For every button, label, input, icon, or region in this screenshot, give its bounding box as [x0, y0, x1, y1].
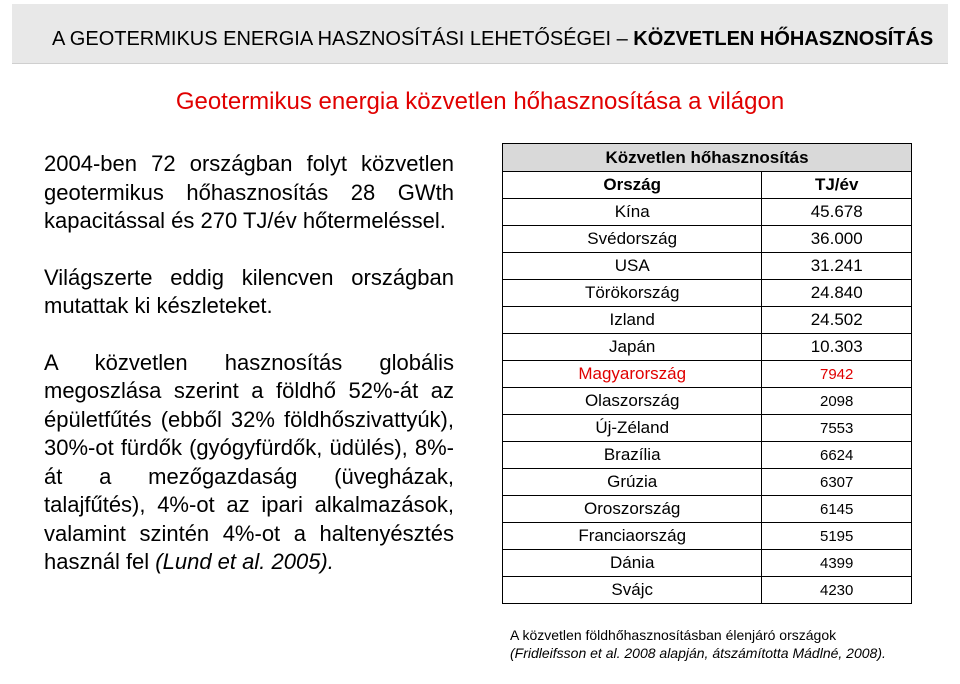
country-cell: Svédország	[503, 226, 762, 253]
country-cell: Izland	[503, 307, 762, 334]
table-row	[503, 334, 912, 361]
body-text	[44, 150, 454, 577]
value-cell: 10.303	[762, 334, 912, 361]
table-row	[503, 442, 912, 469]
country-cell: USA	[503, 253, 762, 280]
citation: (Lund et al. 2005).	[155, 549, 334, 574]
caption-source: (Fridleifsson et al. 2008 alapján, átszámította Mádlné, 2008).	[510, 645, 886, 661]
table-row	[503, 577, 912, 604]
value-cell: 4399	[762, 550, 912, 577]
value-cell: 24.840	[762, 280, 912, 307]
value-cell: 6307	[762, 469, 912, 496]
value-cell: 31.241	[762, 253, 912, 280]
paragraph-distribution	[44, 349, 454, 577]
value-cell: 6624	[762, 442, 912, 469]
table-row	[503, 550, 912, 577]
table-row	[503, 496, 912, 523]
table-row	[503, 307, 912, 334]
table-row	[503, 199, 912, 226]
table-caption	[510, 626, 910, 662]
country-cell: Japán	[503, 334, 762, 361]
slide-header	[12, 4, 948, 64]
value-cell: 36.000	[762, 226, 912, 253]
paragraph-distribution-text: A közvetlen hasznosítás globális megoszlása szerint a földhő 52%-át az épületfűtés (ebből 32% földhőszivattyúk), 30%-ot fürdők (gyógyfürdők, üdülés), 8%-át a mezőgazdaság (üvegházak, talajfűtés), 4%-ot az ipari alkalmazások, valamint szintén 4%-ot a haltenyésztés használ fel	[44, 349, 454, 574]
country-cell: Brazília	[503, 442, 762, 469]
table-row	[503, 280, 912, 307]
column-header-country: Ország	[503, 172, 762, 199]
table-row	[503, 253, 912, 280]
table-row	[503, 469, 912, 496]
slide-title	[52, 28, 933, 51]
value-cell: 2098	[762, 388, 912, 415]
value-cell: 45.678	[762, 199, 912, 226]
table-row	[503, 415, 912, 442]
caption-line: A közvetlen földhőhasznosításban élenjáró országok	[510, 627, 837, 643]
slide-title-normal: A GEOTERMIKUS ENERGIA HASZNOSÍTÁSI LEHETŐSÉGEI –	[52, 28, 634, 50]
country-cell: Törökország	[503, 280, 762, 307]
table-row	[503, 388, 912, 415]
value-cell: 5195	[762, 523, 912, 550]
country-cell: Grúzia	[503, 469, 762, 496]
value-cell: 7553	[762, 415, 912, 442]
country-cell: Svájc	[503, 577, 762, 604]
value-cell: 6145	[762, 496, 912, 523]
value-cell: 7942	[762, 361, 912, 388]
table-row	[503, 523, 912, 550]
paragraph-resources: Világszerte eddig kilencven országban mutattak ki készleteket.	[44, 264, 454, 318]
country-cell: Új-Zéland	[503, 415, 762, 442]
country-cell: Magyarország	[503, 361, 762, 388]
direct-use-table	[502, 143, 912, 604]
country-cell: Kína	[503, 199, 762, 226]
slide-title-bold: KÖZVETLEN HŐHASZNOSÍTÁS	[633, 28, 934, 50]
country-cell: Oroszország	[503, 496, 762, 523]
column-header-value: TJ/év	[762, 172, 912, 199]
table-row	[503, 226, 912, 253]
value-cell: 24.502	[762, 307, 912, 334]
value-cell: 4230	[762, 577, 912, 604]
table-title: Közvetlen hőhasznosítás	[503, 144, 912, 172]
slide-subtitle: Geotermikus energia közvetlen hőhasznosítása a világon	[175, 88, 785, 115]
country-cell: Olaszország	[503, 388, 762, 415]
table-row-highlighted	[503, 361, 912, 388]
country-cell: Dánia	[503, 550, 762, 577]
country-cell: Franciaország	[503, 523, 762, 550]
paragraph-capacity: 2004-ben 72 országban folyt közvetlen geotermikus hőhasznosítás 28 GWth kapacitással és 270 TJ/év hőtermeléssel.	[44, 151, 454, 233]
